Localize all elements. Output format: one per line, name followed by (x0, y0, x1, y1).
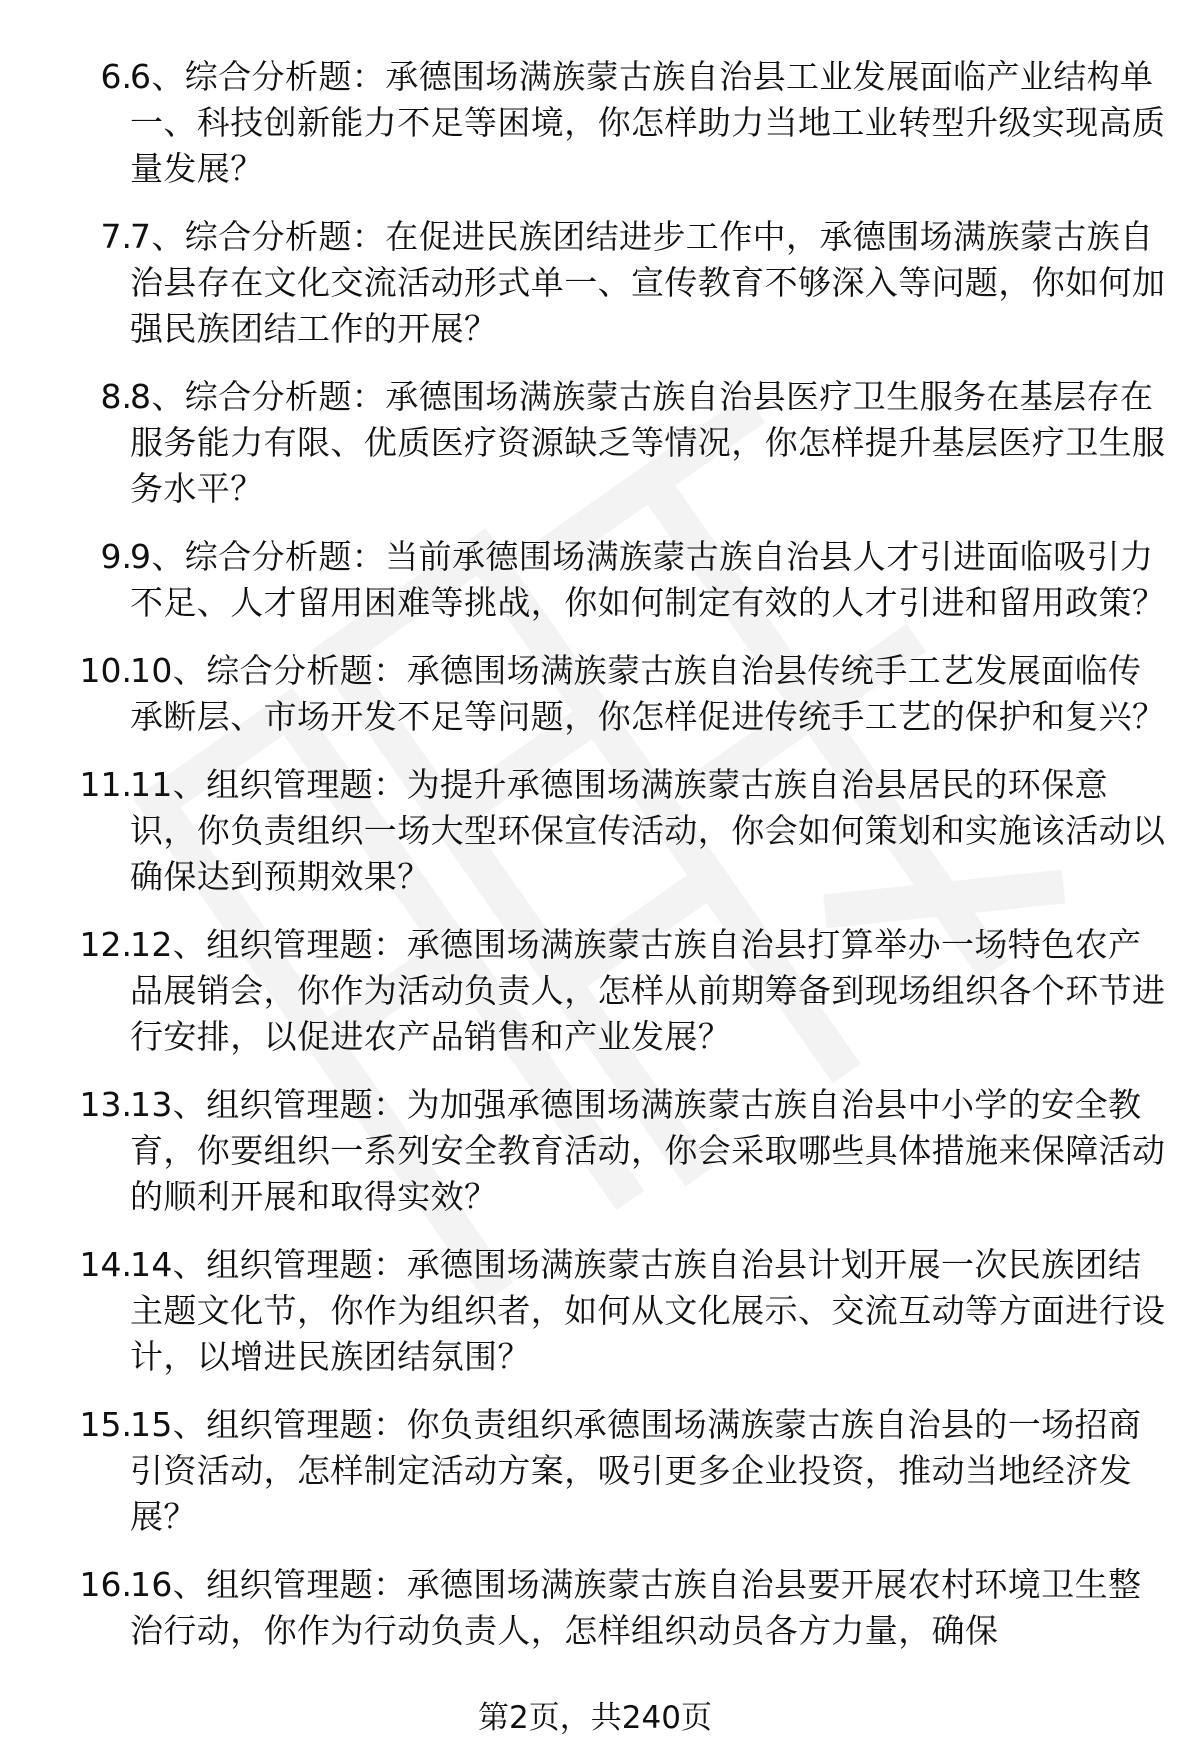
question-item (0, 374, 1190, 512)
question-item (0, 214, 1190, 352)
question-number: 6. (100, 57, 132, 96)
question-number: 12. (79, 925, 132, 964)
question-item (0, 534, 1190, 626)
question-number: 10. (79, 651, 132, 690)
question-text: 7、综合分析题：在促进民族团结进步工作中，承德围场满族蒙古族自治县存在文化交流活动形式单一、宣传教育不够深入等问题，你如何加强民族团结工作的开展？ (130, 217, 1166, 348)
question-number: 9. (100, 537, 132, 576)
question-item (0, 1242, 1190, 1380)
question-item (0, 1562, 1190, 1654)
question-text: 15、组织管理题：你负责组织承德围场满族蒙古族自治县的一场招商引资活动，怎样制定活动方案，吸引更多企业投资，推动当地经济发展？ (130, 1405, 1142, 1536)
question-item (0, 922, 1190, 1060)
question-number: 11. (79, 765, 132, 804)
question-text: 6、综合分析题：承德围场满族蒙古族自治县工业发展面临产业结构单一、科技创新能力不足等困境，你怎样助力当地工业转型升级实现高质量发展？ (130, 57, 1166, 188)
question-text: 12、组织管理题：承德围场满族蒙古族自治县打算举办一场特色农产品展销会，你作为活动负责人，怎样从前期筹备到现场组织各个环节进行安排，以促进农产品销售和产业发展？ (130, 925, 1166, 1056)
question-item (0, 54, 1190, 192)
question-item (0, 762, 1190, 900)
question-text: 14、组织管理题：承德围场满族蒙古族自治县计划开展一次民族团结主题文化节，你作为组织者，如何从文化展示、交流互动等方面进行设计，以增进民族团结氛围？ (130, 1245, 1166, 1376)
question-text: 13、组织管理题：为加强承德围场满族蒙古族自治县中小学的安全教育，你要组织一系列安全教育活动，你会采取哪些具体措施来保障活动的顺利开展和取得实效？ (130, 1085, 1166, 1216)
question-text: 8、综合分析题：承德围场满族蒙古族自治县医疗卫生服务在基层存在服务能力有限、优质医疗资源缺乏等情况，你怎样提升基层医疗卫生服务水平？ (130, 377, 1166, 508)
question-number: 15. (79, 1405, 132, 1444)
question-list (0, 54, 1190, 1676)
question-number: 14. (79, 1245, 132, 1284)
question-item (0, 648, 1190, 740)
question-text: 16、组织管理题：承德围场满族蒙古族自治县要开展农村环境卫生整治行动，你作为行动负责人，怎样组织动员各方力量，确保 (130, 1565, 1142, 1650)
question-item (0, 1402, 1190, 1540)
question-number: 8. (100, 377, 132, 416)
question-item (0, 1082, 1190, 1220)
question-number: 16. (79, 1565, 132, 1604)
question-number: 13. (79, 1085, 132, 1124)
page-footer: 第2页，共240页 (478, 1700, 712, 1736)
question-number: 7. (100, 217, 132, 256)
question-text: 10、综合分析题：承德围场满族蒙古族自治县传统手工艺发展面临传承断层、市场开发不足等问题，你怎样促进传统手工艺的保护和复兴？ (130, 651, 1166, 736)
question-text: 11、组织管理题：为提升承德围场满族蒙古族自治县居民的环保意识，你负责组织一场大型环保宣传活动，你会如何策划和实施该活动以确保达到预期效果？ (130, 765, 1166, 896)
question-text: 9、综合分析题：当前承德围场满族蒙古族自治县人才引进面临吸引力不足、人才留用困难等挑战，你如何制定有效的人才引进和留用政策？ (130, 537, 1166, 622)
